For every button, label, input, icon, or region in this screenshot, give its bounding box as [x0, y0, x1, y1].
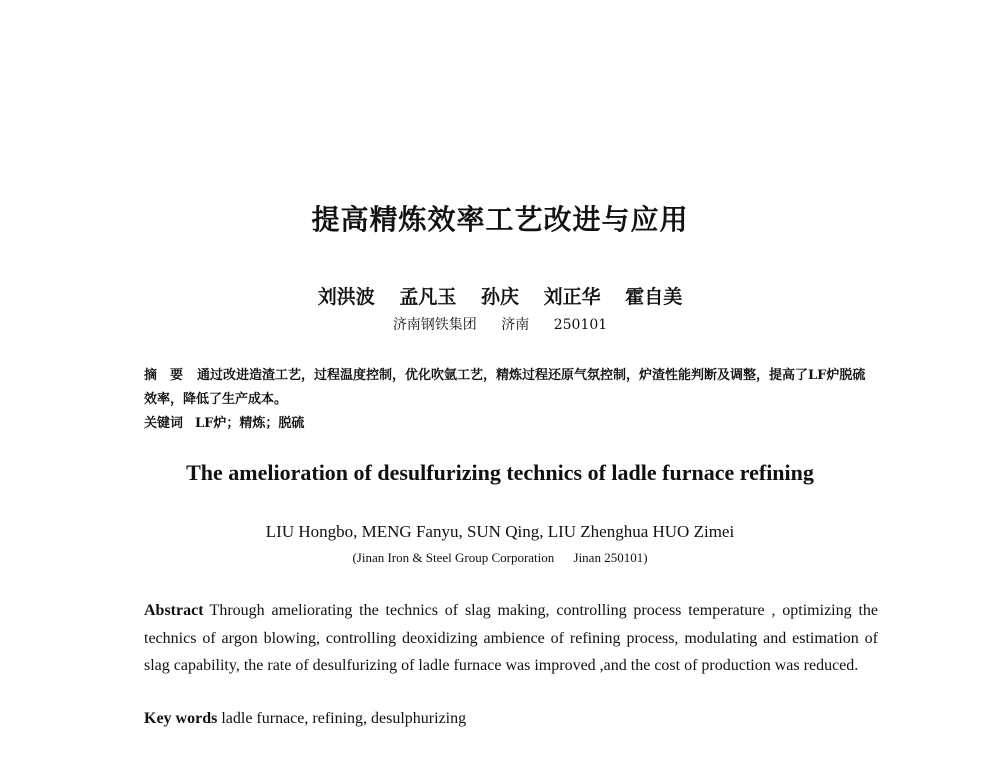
affiliation-city: 济南 [501, 317, 530, 333]
affiliation-org: 济南钢铁集团 [392, 317, 477, 333]
chinese-authors [0, 282, 1000, 309]
author-1: 刘洪波 [317, 286, 375, 308]
author-3: 孙庆 [480, 286, 519, 308]
chinese-abstract [144, 364, 874, 412]
english-abstract-text: Through ameliorating the technics of slag making, controlling process temperature , optimizing the technics of argon blowing, controlling deoxidizing ambience of refining process, modulating and estimation of slag capability, the rate of desulfurizing of ladle furnace was improved ,and the cost of production was reduced. [144, 602, 878, 674]
chinese-keywords-text: LF炉；精炼；脱硫 [195, 416, 305, 431]
english-keywords-label: Key words [144, 710, 218, 727]
author-2: 孟凡玉 [399, 286, 457, 308]
english-abstract-label: Abstract [144, 602, 204, 619]
chinese-keywords-label: 关键词 [144, 416, 184, 431]
author-4: 刘正华 [543, 286, 601, 308]
english-affiliation [0, 550, 1000, 566]
chinese-keywords [144, 412, 874, 436]
chinese-abstract-label: 摘 要 [144, 368, 184, 383]
english-keywords [144, 707, 878, 731]
chinese-affiliation [0, 314, 1000, 334]
english-authors: LIU Hongbo, MENG Fanyu, SUN Qing, LIU Zhenghua HUO Zimei [265, 522, 735, 541]
chinese-title: 提高精炼效率工艺改进与应用 [311, 203, 689, 236]
english-keywords-text: ladle furnace, refining, desulphurizing [221, 710, 467, 727]
author-5: 霍自美 [625, 286, 683, 308]
english-affiliation-city: Jinan 250101) [573, 550, 648, 565]
english-affiliation-org: (Jinan Iron & Steel Group Corporation [352, 550, 555, 565]
affiliation-postcode: 250101 [553, 317, 608, 333]
english-abstract [144, 597, 878, 680]
chinese-abstract-text: 通过改进造渣工艺，过程温度控制，优化吹氩工艺，精炼过程还原气氛控制，炉渣性能判断及调整，提高了LF炉脱硫效率，降低了生产成本。 [144, 368, 866, 407]
english-title: The amelioration of desulfurizing technics of ladle furnace refining [186, 460, 814, 485]
